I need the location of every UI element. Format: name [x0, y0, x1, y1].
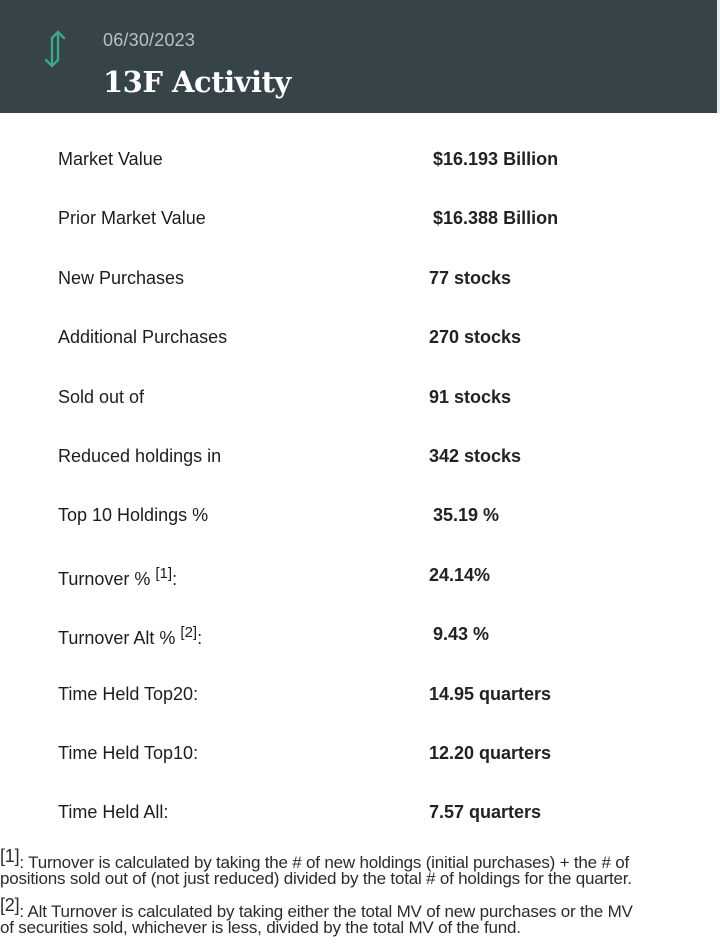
footnote-line: : Turnover is calculated by taking the # of new holdings (initial purchases) + the # of: [19, 853, 630, 872]
footnote-line: of securities sold, whichever is less, divided by the total MV of the fund.: [0, 918, 521, 937]
row-value: 14.95 quarters: [429, 683, 552, 704]
footnote-line: positions sold out of (not just reduced) divided by the total # of holdings for the quarter.: [0, 869, 632, 888]
row-label-text: Turnover %: [58, 568, 151, 589]
row-label: [58, 565, 177, 590]
row-prior-market-value: [0, 189, 720, 248]
row-value: 24.14%: [429, 564, 491, 585]
row-turnover: [0, 546, 720, 605]
row-reduced-holdings: [0, 427, 720, 486]
row-label: Sold out of: [58, 386, 145, 407]
row-value: 7.57 quarters: [429, 802, 542, 823]
row-time-held-top20: [0, 665, 720, 724]
footnote-link-2[interactable]: [2]: [180, 624, 198, 642]
footnote-ref: [1]: [0, 846, 20, 866]
row-label: Time Held Top10:: [58, 742, 199, 763]
row-additional-purchases: [0, 308, 720, 367]
header-bar: [0, 0, 717, 113]
footnotes: [0, 848, 720, 946]
row-market-value: [0, 130, 720, 189]
row-label-suffix: :: [172, 568, 178, 589]
footnote-2: [0, 897, 720, 936]
report-date: 06/30/2023: [103, 30, 196, 50]
row-value: 12.20 quarters: [429, 742, 552, 763]
row-label: Time Held Top20:: [58, 683, 199, 704]
row-value: $16.193 Billion: [433, 149, 559, 169]
row-top-10-holdings: [0, 486, 720, 545]
row-value: 35.19 %: [433, 505, 500, 526]
row-sold-out-of: [0, 368, 720, 427]
row-label: Market Value: [58, 149, 163, 169]
footnote-ref: [2]: [0, 895, 20, 915]
row-label-suffix: :: [197, 628, 203, 649]
up-down-arrows-icon: [40, 28, 70, 72]
footnote-link-1[interactable]: [1]: [155, 564, 173, 582]
footnote-line: : Alt Turnover is calculated by taking either the total MV of new purchases or the MV: [19, 902, 633, 921]
row-label: Reduced holdings in: [58, 445, 222, 466]
row-new-purchases: [0, 249, 720, 308]
row-label: Additional Purchases: [58, 327, 228, 348]
row-value: 342 stocks: [429, 445, 522, 466]
row-label: Top 10 Holdings %: [58, 505, 209, 526]
row-label: Prior Market Value: [58, 208, 206, 229]
page-title: 13F Activity: [103, 65, 291, 99]
row-label: Time Held All:: [58, 802, 169, 823]
row-turnover-alt: [0, 605, 720, 664]
row-label: New Purchases: [58, 267, 185, 288]
row-label: [58, 624, 202, 649]
row-value: 270 stocks: [429, 327, 522, 348]
row-value: 9.43 %: [433, 624, 490, 645]
row-time-held-top10: [0, 724, 720, 783]
footnote-1: [0, 848, 720, 887]
activity-table: [0, 130, 720, 843]
row-time-held-all: [0, 783, 720, 842]
row-value: 91 stocks: [429, 386, 512, 407]
row-value: 77 stocks: [429, 267, 512, 288]
row-label-text: Turnover Alt %: [58, 628, 176, 649]
row-value: $16.388 Billion: [433, 208, 559, 229]
